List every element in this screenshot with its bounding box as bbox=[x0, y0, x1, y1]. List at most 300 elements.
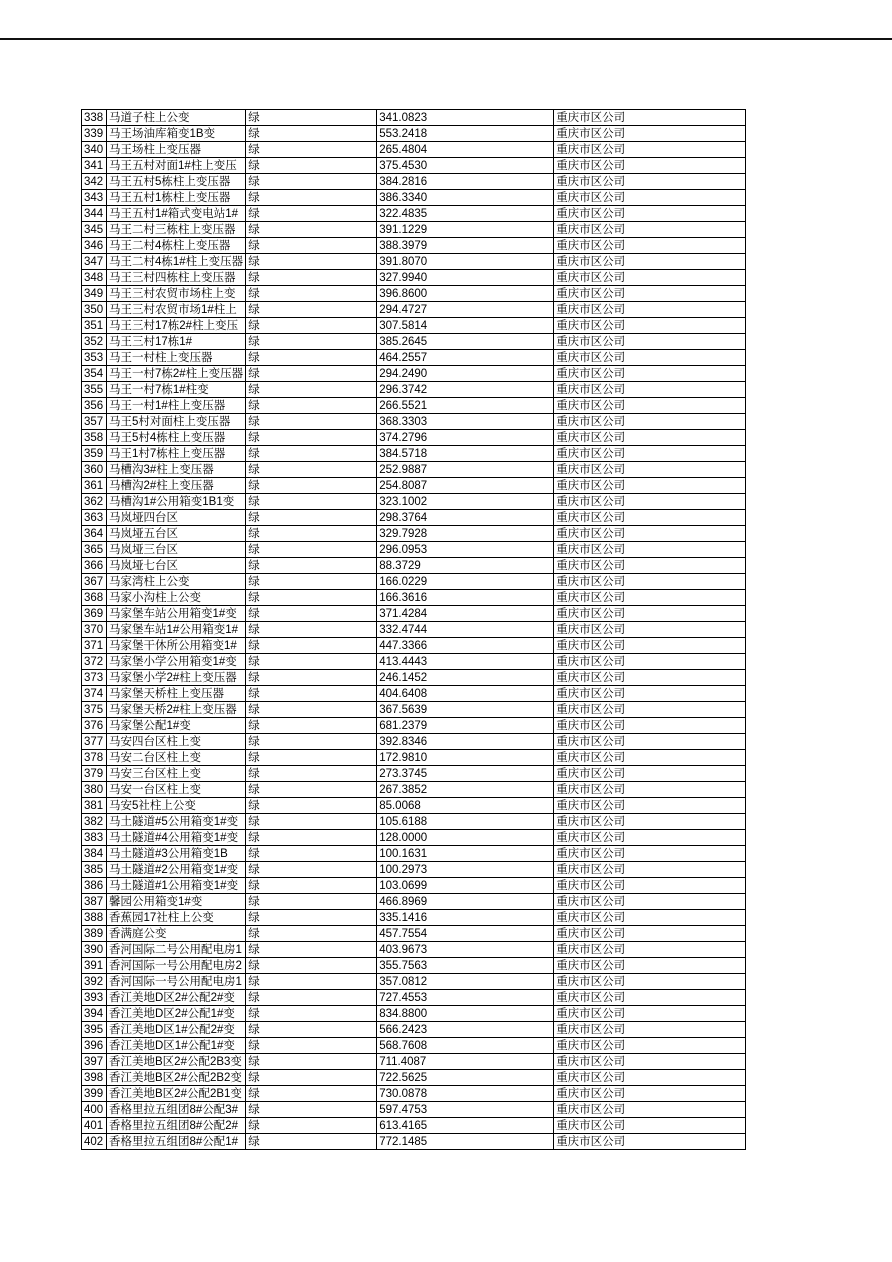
value-cell[interactable]: 834.8800 bbox=[377, 1006, 554, 1022]
value-cell[interactable]: 367.5639 bbox=[377, 702, 554, 718]
value-cell[interactable]: 335.1416 bbox=[377, 910, 554, 926]
row-number-cell[interactable]: 341 bbox=[82, 158, 107, 174]
company-cell[interactable]: 重庆市区公司 bbox=[554, 590, 746, 606]
device-name-cell[interactable]: 香江美地B区2#公配2B2变 bbox=[107, 1070, 246, 1086]
company-cell[interactable]: 重庆市区公司 bbox=[554, 1070, 746, 1086]
row-number-cell[interactable]: 364 bbox=[82, 526, 107, 542]
value-cell[interactable]: 388.3979 bbox=[377, 238, 554, 254]
value-cell[interactable]: 447.3366 bbox=[377, 638, 554, 654]
company-cell[interactable]: 重庆市区公司 bbox=[554, 942, 746, 958]
row-number-cell[interactable]: 343 bbox=[82, 190, 107, 206]
value-cell[interactable]: 355.7563 bbox=[377, 958, 554, 974]
status-cell[interactable]: 绿 bbox=[246, 878, 377, 894]
row-number-cell[interactable]: 377 bbox=[82, 734, 107, 750]
company-cell[interactable]: 重庆市区公司 bbox=[554, 526, 746, 542]
company-cell[interactable]: 重庆市区公司 bbox=[554, 1118, 746, 1134]
status-cell[interactable]: 绿 bbox=[246, 222, 377, 238]
company-cell[interactable]: 重庆市区公司 bbox=[554, 558, 746, 574]
row-number-cell[interactable]: 349 bbox=[82, 286, 107, 302]
row-number-cell[interactable]: 366 bbox=[82, 558, 107, 574]
row-number-cell[interactable]: 353 bbox=[82, 350, 107, 366]
status-cell[interactable]: 绿 bbox=[246, 590, 377, 606]
device-name-cell[interactable]: 马王一村柱上变压器 bbox=[107, 350, 246, 366]
value-cell[interactable]: 172.9810 bbox=[377, 750, 554, 766]
value-cell[interactable]: 386.3340 bbox=[377, 190, 554, 206]
company-cell[interactable]: 重庆市区公司 bbox=[554, 894, 746, 910]
device-name-cell[interactable]: 马道子柱上公变 bbox=[107, 110, 246, 126]
row-number-cell[interactable]: 361 bbox=[82, 478, 107, 494]
value-cell[interactable]: 413.4443 bbox=[377, 654, 554, 670]
status-cell[interactable]: 绿 bbox=[246, 1134, 377, 1150]
company-cell[interactable]: 重庆市区公司 bbox=[554, 782, 746, 798]
value-cell[interactable]: 681.2379 bbox=[377, 718, 554, 734]
company-cell[interactable]: 重庆市区公司 bbox=[554, 814, 746, 830]
value-cell[interactable]: 323.1002 bbox=[377, 494, 554, 510]
row-number-cell[interactable]: 355 bbox=[82, 382, 107, 398]
row-number-cell[interactable]: 347 bbox=[82, 254, 107, 270]
device-name-cell[interactable]: 香格里拉五组团8#公配3# bbox=[107, 1102, 246, 1118]
company-cell[interactable]: 重庆市区公司 bbox=[554, 798, 746, 814]
status-cell[interactable]: 绿 bbox=[246, 366, 377, 382]
status-cell[interactable]: 绿 bbox=[246, 1102, 377, 1118]
value-cell[interactable]: 375.4530 bbox=[377, 158, 554, 174]
device-name-cell[interactable]: 马槽沟3#柱上变压器 bbox=[107, 462, 246, 478]
status-cell[interactable]: 绿 bbox=[246, 862, 377, 878]
status-cell[interactable]: 绿 bbox=[246, 510, 377, 526]
row-number-cell[interactable]: 380 bbox=[82, 782, 107, 798]
company-cell[interactable]: 重庆市区公司 bbox=[554, 766, 746, 782]
device-name-cell[interactable]: 马家湾柱上公变 bbox=[107, 574, 246, 590]
value-cell[interactable]: 128.0000 bbox=[377, 830, 554, 846]
status-cell[interactable]: 绿 bbox=[246, 126, 377, 142]
status-cell[interactable]: 绿 bbox=[246, 334, 377, 350]
value-cell[interactable]: 466.8969 bbox=[377, 894, 554, 910]
company-cell[interactable]: 重庆市区公司 bbox=[554, 750, 746, 766]
company-cell[interactable]: 重庆市区公司 bbox=[554, 254, 746, 270]
status-cell[interactable]: 绿 bbox=[246, 1054, 377, 1070]
device-name-cell[interactable]: 马王场柱上变压器 bbox=[107, 142, 246, 158]
row-number-cell[interactable]: 373 bbox=[82, 670, 107, 686]
company-cell[interactable]: 重庆市区公司 bbox=[554, 318, 746, 334]
value-cell[interactable]: 332.4744 bbox=[377, 622, 554, 638]
device-name-cell[interactable]: 马王5村对面柱上变压器 bbox=[107, 414, 246, 430]
status-cell[interactable]: 绿 bbox=[246, 318, 377, 334]
status-cell[interactable]: 绿 bbox=[246, 814, 377, 830]
status-cell[interactable]: 绿 bbox=[246, 526, 377, 542]
row-number-cell[interactable]: 396 bbox=[82, 1038, 107, 1054]
status-cell[interactable]: 绿 bbox=[246, 1022, 377, 1038]
value-cell[interactable]: 100.1631 bbox=[377, 846, 554, 862]
value-cell[interactable]: 166.3616 bbox=[377, 590, 554, 606]
row-number-cell[interactable]: 402 bbox=[82, 1134, 107, 1150]
company-cell[interactable]: 重庆市区公司 bbox=[554, 654, 746, 670]
device-name-cell[interactable]: 马王一村7栋1#柱变 bbox=[107, 382, 246, 398]
value-cell[interactable]: 613.4165 bbox=[377, 1118, 554, 1134]
row-number-cell[interactable]: 362 bbox=[82, 494, 107, 510]
value-cell[interactable]: 371.4284 bbox=[377, 606, 554, 622]
row-number-cell[interactable]: 354 bbox=[82, 366, 107, 382]
status-cell[interactable]: 绿 bbox=[246, 430, 377, 446]
device-name-cell[interactable]: 马槽沟1#公用箱变1B1变 bbox=[107, 494, 246, 510]
value-cell[interactable]: 273.3745 bbox=[377, 766, 554, 782]
status-cell[interactable]: 绿 bbox=[246, 382, 377, 398]
company-cell[interactable]: 重庆市区公司 bbox=[554, 974, 746, 990]
row-number-cell[interactable]: 383 bbox=[82, 830, 107, 846]
device-name-cell[interactable]: 马土隧道#4公用箱变1#变 bbox=[107, 830, 246, 846]
company-cell[interactable]: 重庆市区公司 bbox=[554, 398, 746, 414]
company-cell[interactable]: 重庆市区公司 bbox=[554, 574, 746, 590]
row-number-cell[interactable]: 352 bbox=[82, 334, 107, 350]
value-cell[interactable]: 327.9940 bbox=[377, 270, 554, 286]
company-cell[interactable]: 重庆市区公司 bbox=[554, 1086, 746, 1102]
row-number-cell[interactable]: 340 bbox=[82, 142, 107, 158]
value-cell[interactable]: 722.5625 bbox=[377, 1070, 554, 1086]
device-name-cell[interactable]: 马王1村7栋柱上变压器 bbox=[107, 446, 246, 462]
value-cell[interactable]: 266.5521 bbox=[377, 398, 554, 414]
value-cell[interactable]: 298.3764 bbox=[377, 510, 554, 526]
value-cell[interactable]: 772.1485 bbox=[377, 1134, 554, 1150]
status-cell[interactable]: 绿 bbox=[246, 686, 377, 702]
status-cell[interactable]: 绿 bbox=[246, 110, 377, 126]
status-cell[interactable]: 绿 bbox=[246, 782, 377, 798]
status-cell[interactable]: 绿 bbox=[246, 798, 377, 814]
company-cell[interactable]: 重庆市区公司 bbox=[554, 462, 746, 478]
device-name-cell[interactable]: 香河国际一号公用配电房2 bbox=[107, 958, 246, 974]
value-cell[interactable]: 166.0229 bbox=[377, 574, 554, 590]
value-cell[interactable]: 329.7928 bbox=[377, 526, 554, 542]
row-number-cell[interactable]: 401 bbox=[82, 1118, 107, 1134]
row-number-cell[interactable]: 376 bbox=[82, 718, 107, 734]
company-cell[interactable]: 重庆市区公司 bbox=[554, 926, 746, 942]
device-name-cell[interactable]: 马王场油库箱变1B变 bbox=[107, 126, 246, 142]
device-name-cell[interactable]: 马安三台区柱上变 bbox=[107, 766, 246, 782]
device-name-cell[interactable]: 马岚垭四台区 bbox=[107, 510, 246, 526]
row-number-cell[interactable]: 350 bbox=[82, 302, 107, 318]
row-number-cell[interactable]: 389 bbox=[82, 926, 107, 942]
status-cell[interactable]: 绿 bbox=[246, 894, 377, 910]
device-name-cell[interactable]: 马家堡小学公用箱变1#变 bbox=[107, 654, 246, 670]
value-cell[interactable]: 391.1229 bbox=[377, 222, 554, 238]
company-cell[interactable]: 重庆市区公司 bbox=[554, 1022, 746, 1038]
row-number-cell[interactable]: 358 bbox=[82, 430, 107, 446]
company-cell[interactable]: 重庆市区公司 bbox=[554, 1038, 746, 1054]
value-cell[interactable]: 105.6188 bbox=[377, 814, 554, 830]
status-cell[interactable]: 绿 bbox=[246, 238, 377, 254]
row-number-cell[interactable]: 388 bbox=[82, 910, 107, 926]
status-cell[interactable]: 绿 bbox=[246, 734, 377, 750]
value-cell[interactable]: 265.4804 bbox=[377, 142, 554, 158]
value-cell[interactable]: 730.0878 bbox=[377, 1086, 554, 1102]
row-number-cell[interactable]: 372 bbox=[82, 654, 107, 670]
row-number-cell[interactable]: 384 bbox=[82, 846, 107, 862]
device-name-cell[interactable]: 马王二村三栋柱上变压器 bbox=[107, 222, 246, 238]
status-cell[interactable]: 绿 bbox=[246, 542, 377, 558]
device-name-cell[interactable]: 马王5村4栋柱上变压器 bbox=[107, 430, 246, 446]
value-cell[interactable]: 103.0699 bbox=[377, 878, 554, 894]
company-cell[interactable]: 重庆市区公司 bbox=[554, 446, 746, 462]
row-number-cell[interactable]: 390 bbox=[82, 942, 107, 958]
value-cell[interactable]: 566.2423 bbox=[377, 1022, 554, 1038]
company-cell[interactable]: 重庆市区公司 bbox=[554, 206, 746, 222]
device-name-cell[interactable]: 马土隧道#1公用箱变1#变 bbox=[107, 878, 246, 894]
device-name-cell[interactable]: 马王三村17栋2#柱上变压 bbox=[107, 318, 246, 334]
company-cell[interactable]: 重庆市区公司 bbox=[554, 862, 746, 878]
device-name-cell[interactable]: 马家堡天桥2#柱上变压器 bbox=[107, 702, 246, 718]
device-name-cell[interactable]: 马岚垭七台区 bbox=[107, 558, 246, 574]
device-name-cell[interactable]: 馨园公用箱变1#变 bbox=[107, 894, 246, 910]
row-number-cell[interactable]: 374 bbox=[82, 686, 107, 702]
status-cell[interactable]: 绿 bbox=[246, 174, 377, 190]
device-name-cell[interactable]: 香满庭公变 bbox=[107, 926, 246, 942]
row-number-cell[interactable]: 371 bbox=[82, 638, 107, 654]
row-number-cell[interactable]: 381 bbox=[82, 798, 107, 814]
company-cell[interactable]: 重庆市区公司 bbox=[554, 606, 746, 622]
device-name-cell[interactable]: 马岚垭三台区 bbox=[107, 542, 246, 558]
row-number-cell[interactable]: 382 bbox=[82, 814, 107, 830]
value-cell[interactable]: 296.3742 bbox=[377, 382, 554, 398]
company-cell[interactable]: 重庆市区公司 bbox=[554, 1054, 746, 1070]
status-cell[interactable]: 绿 bbox=[246, 158, 377, 174]
company-cell[interactable]: 重庆市区公司 bbox=[554, 878, 746, 894]
company-cell[interactable]: 重庆市区公司 bbox=[554, 414, 746, 430]
value-cell[interactable]: 384.2816 bbox=[377, 174, 554, 190]
company-cell[interactable]: 重庆市区公司 bbox=[554, 382, 746, 398]
status-cell[interactable]: 绿 bbox=[246, 846, 377, 862]
device-name-cell[interactable]: 马王五村5栋柱上变压器 bbox=[107, 174, 246, 190]
row-number-cell[interactable]: 378 bbox=[82, 750, 107, 766]
company-cell[interactable]: 重庆市区公司 bbox=[554, 702, 746, 718]
device-name-cell[interactable]: 香江美地B区2#公配2B1变 bbox=[107, 1086, 246, 1102]
status-cell[interactable]: 绿 bbox=[246, 910, 377, 926]
value-cell[interactable]: 294.4727 bbox=[377, 302, 554, 318]
status-cell[interactable]: 绿 bbox=[246, 1086, 377, 1102]
row-number-cell[interactable]: 385 bbox=[82, 862, 107, 878]
value-cell[interactable]: 252.9887 bbox=[377, 462, 554, 478]
device-name-cell[interactable]: 香江美地D区2#公配1#变 bbox=[107, 1006, 246, 1022]
company-cell[interactable]: 重庆市区公司 bbox=[554, 350, 746, 366]
device-name-cell[interactable]: 马家堡车站公用箱变1#变 bbox=[107, 606, 246, 622]
company-cell[interactable]: 重庆市区公司 bbox=[554, 830, 746, 846]
company-cell[interactable]: 重庆市区公司 bbox=[554, 510, 746, 526]
device-name-cell[interactable]: 马土隧道#5公用箱变1#变 bbox=[107, 814, 246, 830]
status-cell[interactable]: 绿 bbox=[246, 638, 377, 654]
device-name-cell[interactable]: 马王二村4栋柱上变压器 bbox=[107, 238, 246, 254]
row-number-cell[interactable]: 359 bbox=[82, 446, 107, 462]
device-name-cell[interactable]: 马王五村1#箱式变电站1# bbox=[107, 206, 246, 222]
device-name-cell[interactable]: 香格里拉五组团8#公配1# bbox=[107, 1134, 246, 1150]
value-cell[interactable]: 597.4753 bbox=[377, 1102, 554, 1118]
row-number-cell[interactable]: 400 bbox=[82, 1102, 107, 1118]
company-cell[interactable]: 重庆市区公司 bbox=[554, 366, 746, 382]
value-cell[interactable]: 100.2973 bbox=[377, 862, 554, 878]
company-cell[interactable]: 重庆市区公司 bbox=[554, 686, 746, 702]
device-name-cell[interactable]: 马王五村对面1#柱上变压 bbox=[107, 158, 246, 174]
row-number-cell[interactable]: 357 bbox=[82, 414, 107, 430]
value-cell[interactable]: 341.0823 bbox=[377, 110, 554, 126]
company-cell[interactable]: 重庆市区公司 bbox=[554, 142, 746, 158]
row-number-cell[interactable]: 399 bbox=[82, 1086, 107, 1102]
device-name-cell[interactable]: 马王三村17栋1# bbox=[107, 334, 246, 350]
status-cell[interactable]: 绿 bbox=[246, 990, 377, 1006]
value-cell[interactable]: 357.0812 bbox=[377, 974, 554, 990]
row-number-cell[interactable]: 386 bbox=[82, 878, 107, 894]
company-cell[interactable]: 重庆市区公司 bbox=[554, 302, 746, 318]
status-cell[interactable]: 绿 bbox=[246, 1006, 377, 1022]
status-cell[interactable]: 绿 bbox=[246, 670, 377, 686]
device-name-cell[interactable]: 香江美地D区2#公配2#变 bbox=[107, 990, 246, 1006]
device-name-cell[interactable]: 马家堡干休所公用箱变1# bbox=[107, 638, 246, 654]
value-cell[interactable]: 294.2490 bbox=[377, 366, 554, 382]
company-cell[interactable]: 重庆市区公司 bbox=[554, 1102, 746, 1118]
row-number-cell[interactable]: 393 bbox=[82, 990, 107, 1006]
value-cell[interactable]: 307.5814 bbox=[377, 318, 554, 334]
value-cell[interactable]: 457.7554 bbox=[377, 926, 554, 942]
device-name-cell[interactable]: 马王三村农贸市场柱上变 bbox=[107, 286, 246, 302]
status-cell[interactable]: 绿 bbox=[246, 142, 377, 158]
status-cell[interactable]: 绿 bbox=[246, 462, 377, 478]
status-cell[interactable]: 绿 bbox=[246, 414, 377, 430]
company-cell[interactable]: 重庆市区公司 bbox=[554, 270, 746, 286]
status-cell[interactable]: 绿 bbox=[246, 702, 377, 718]
company-cell[interactable]: 重庆市区公司 bbox=[554, 478, 746, 494]
value-cell[interactable]: 568.7608 bbox=[377, 1038, 554, 1054]
row-number-cell[interactable]: 351 bbox=[82, 318, 107, 334]
value-cell[interactable]: 404.6408 bbox=[377, 686, 554, 702]
company-cell[interactable]: 重庆市区公司 bbox=[554, 334, 746, 350]
value-cell[interactable]: 374.2796 bbox=[377, 430, 554, 446]
device-name-cell[interactable]: 马安一台区柱上变 bbox=[107, 782, 246, 798]
company-cell[interactable]: 重庆市区公司 bbox=[554, 238, 746, 254]
value-cell[interactable]: 391.8070 bbox=[377, 254, 554, 270]
status-cell[interactable]: 绿 bbox=[246, 478, 377, 494]
device-name-cell[interactable]: 香格里拉五组团8#公配2# bbox=[107, 1118, 246, 1134]
row-number-cell[interactable]: 395 bbox=[82, 1022, 107, 1038]
company-cell[interactable]: 重庆市区公司 bbox=[554, 670, 746, 686]
device-name-cell[interactable]: 马家堡公配1#变 bbox=[107, 718, 246, 734]
status-cell[interactable]: 绿 bbox=[246, 302, 377, 318]
row-number-cell[interactable]: 369 bbox=[82, 606, 107, 622]
value-cell[interactable]: 385.2645 bbox=[377, 334, 554, 350]
row-number-cell[interactable]: 339 bbox=[82, 126, 107, 142]
value-cell[interactable]: 267.3852 bbox=[377, 782, 554, 798]
device-name-cell[interactable]: 香河国际一号公用配电房1 bbox=[107, 974, 246, 990]
row-number-cell[interactable]: 367 bbox=[82, 574, 107, 590]
row-number-cell[interactable]: 368 bbox=[82, 590, 107, 606]
row-number-cell[interactable]: 363 bbox=[82, 510, 107, 526]
company-cell[interactable]: 重庆市区公司 bbox=[554, 286, 746, 302]
device-name-cell[interactable]: 马安5社柱上公变 bbox=[107, 798, 246, 814]
device-name-cell[interactable]: 马家小沟柱上公变 bbox=[107, 590, 246, 606]
company-cell[interactable]: 重庆市区公司 bbox=[554, 1006, 746, 1022]
value-cell[interactable]: 403.9673 bbox=[377, 942, 554, 958]
status-cell[interactable]: 绿 bbox=[246, 574, 377, 590]
value-cell[interactable]: 254.8087 bbox=[377, 478, 554, 494]
status-cell[interactable]: 绿 bbox=[246, 398, 377, 414]
company-cell[interactable]: 重庆市区公司 bbox=[554, 910, 746, 926]
device-name-cell[interactable]: 马安四台区柱上变 bbox=[107, 734, 246, 750]
device-name-cell[interactable]: 马王五村1栋柱上变压器 bbox=[107, 190, 246, 206]
row-number-cell[interactable]: 379 bbox=[82, 766, 107, 782]
company-cell[interactable]: 重庆市区公司 bbox=[554, 622, 746, 638]
status-cell[interactable]: 绿 bbox=[246, 494, 377, 510]
company-cell[interactable]: 重庆市区公司 bbox=[554, 190, 746, 206]
value-cell[interactable]: 296.0953 bbox=[377, 542, 554, 558]
device-name-cell[interactable]: 马家堡天桥柱上变压器 bbox=[107, 686, 246, 702]
company-cell[interactable]: 重庆市区公司 bbox=[554, 542, 746, 558]
status-cell[interactable]: 绿 bbox=[246, 766, 377, 782]
device-name-cell[interactable]: 马家堡车站1#公用箱变1# bbox=[107, 622, 246, 638]
status-cell[interactable]: 绿 bbox=[246, 958, 377, 974]
device-name-cell[interactable]: 马安二台区柱上变 bbox=[107, 750, 246, 766]
status-cell[interactable]: 绿 bbox=[246, 1038, 377, 1054]
device-name-cell[interactable]: 香江美地D区1#公配1#变 bbox=[107, 1038, 246, 1054]
value-cell[interactable]: 711.4087 bbox=[377, 1054, 554, 1070]
device-name-cell[interactable]: 香江美地B区2#公配2B3变 bbox=[107, 1054, 246, 1070]
value-cell[interactable]: 85.0068 bbox=[377, 798, 554, 814]
row-number-cell[interactable]: 344 bbox=[82, 206, 107, 222]
device-name-cell[interactable]: 马王三村农贸市场1#柱上 bbox=[107, 302, 246, 318]
status-cell[interactable]: 绿 bbox=[246, 942, 377, 958]
row-number-cell[interactable]: 346 bbox=[82, 238, 107, 254]
row-number-cell[interactable]: 342 bbox=[82, 174, 107, 190]
status-cell[interactable]: 绿 bbox=[246, 350, 377, 366]
company-cell[interactable]: 重庆市区公司 bbox=[554, 222, 746, 238]
status-cell[interactable]: 绿 bbox=[246, 926, 377, 942]
row-number-cell[interactable]: 348 bbox=[82, 270, 107, 286]
device-name-cell[interactable]: 香河国际二号公用配电房1 bbox=[107, 942, 246, 958]
row-number-cell[interactable]: 338 bbox=[82, 110, 107, 126]
device-name-cell[interactable]: 马王一村7栋2#柱上变压器 bbox=[107, 366, 246, 382]
status-cell[interactable]: 绿 bbox=[246, 1070, 377, 1086]
status-cell[interactable]: 绿 bbox=[246, 622, 377, 638]
row-number-cell[interactable]: 391 bbox=[82, 958, 107, 974]
status-cell[interactable]: 绿 bbox=[246, 270, 377, 286]
status-cell[interactable]: 绿 bbox=[246, 750, 377, 766]
status-cell[interactable]: 绿 bbox=[246, 718, 377, 734]
row-number-cell[interactable]: 387 bbox=[82, 894, 107, 910]
status-cell[interactable]: 绿 bbox=[246, 558, 377, 574]
company-cell[interactable]: 重庆市区公司 bbox=[554, 430, 746, 446]
company-cell[interactable]: 重庆市区公司 bbox=[554, 638, 746, 654]
company-cell[interactable]: 重庆市区公司 bbox=[554, 158, 746, 174]
value-cell[interactable]: 392.8346 bbox=[377, 734, 554, 750]
row-number-cell[interactable]: 394 bbox=[82, 1006, 107, 1022]
row-number-cell[interactable]: 345 bbox=[82, 222, 107, 238]
device-name-cell[interactable]: 香蕉园17社柱上公变 bbox=[107, 910, 246, 926]
company-cell[interactable]: 重庆市区公司 bbox=[554, 718, 746, 734]
company-cell[interactable]: 重庆市区公司 bbox=[554, 494, 746, 510]
device-name-cell[interactable]: 马岚垭五台区 bbox=[107, 526, 246, 542]
device-name-cell[interactable]: 马槽沟2#柱上变压器 bbox=[107, 478, 246, 494]
status-cell[interactable]: 绿 bbox=[246, 830, 377, 846]
value-cell[interactable]: 384.5718 bbox=[377, 446, 554, 462]
device-name-cell[interactable]: 马家堡小学2#柱上变压器 bbox=[107, 670, 246, 686]
value-cell[interactable]: 553.2418 bbox=[377, 126, 554, 142]
row-number-cell[interactable]: 397 bbox=[82, 1054, 107, 1070]
row-number-cell[interactable]: 370 bbox=[82, 622, 107, 638]
value-cell[interactable]: 246.1452 bbox=[377, 670, 554, 686]
value-cell[interactable]: 322.4835 bbox=[377, 206, 554, 222]
device-name-cell[interactable]: 马土隧道#2公用箱变1#变 bbox=[107, 862, 246, 878]
status-cell[interactable]: 绿 bbox=[246, 446, 377, 462]
status-cell[interactable]: 绿 bbox=[246, 1118, 377, 1134]
device-name-cell[interactable]: 香江美地D区1#公配2#变 bbox=[107, 1022, 246, 1038]
device-name-cell[interactable]: 马王三村四栋柱上变压器 bbox=[107, 270, 246, 286]
device-name-cell[interactable]: 马土隧道#3公用箱变1B bbox=[107, 846, 246, 862]
company-cell[interactable]: 重庆市区公司 bbox=[554, 1134, 746, 1150]
row-number-cell[interactable]: 398 bbox=[82, 1070, 107, 1086]
company-cell[interactable]: 重庆市区公司 bbox=[554, 734, 746, 750]
